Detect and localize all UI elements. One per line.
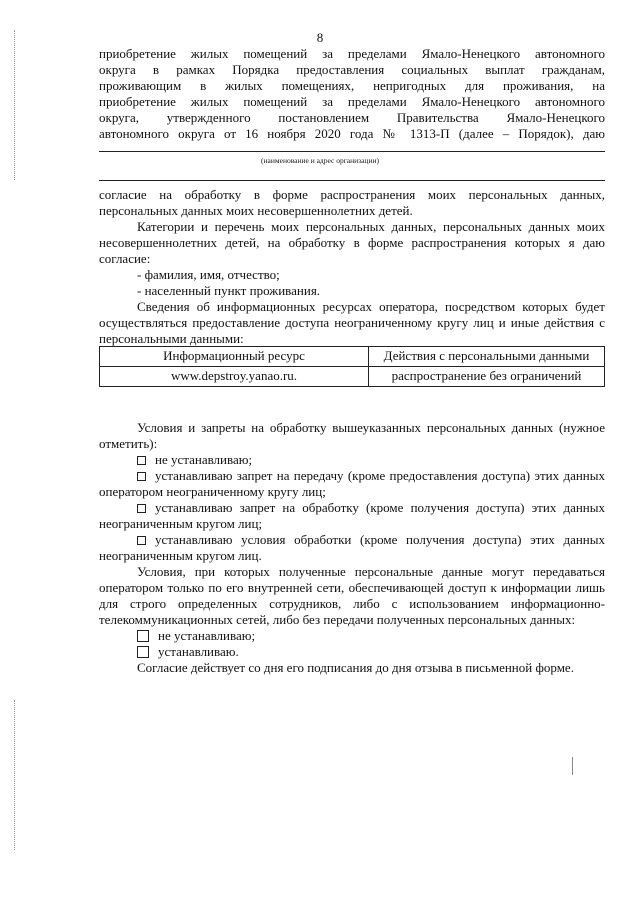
margin-mark — [572, 757, 573, 775]
table-header-row — [100, 347, 605, 367]
checkbox[interactable] — [137, 456, 146, 465]
categories-intro: Категории и перечень моих персональных данных, персональных данных моих несовершеннолетних детей, на обработку в форме распространения которых я даю согласие: — [99, 219, 605, 266]
network-option — [99, 628, 640, 644]
resources-intro: Сведения об информационных ресурсах оператора, посредством которых будет осуществляться предоставление доступа неограниченному кругу лиц и иные действия с персональными данными: — [99, 299, 605, 346]
intro-line: округа в рамках Порядка предоставления социальных выплат гражданам, — [99, 62, 605, 77]
consent-line: согласие на обработку в форме распространения моих персональных данных, — [99, 187, 605, 202]
intro-paragraph — [99, 46, 605, 142]
validity-paragraph: Согласие действует со дня его подписания до дня отзыва в письменной форме. — [137, 660, 574, 675]
checkbox[interactable] — [137, 646, 149, 658]
scan-edge-bottom — [14, 700, 16, 850]
intro-line: приобретение жилых помещений за пределами Ямало-Ненецкого автономного — [99, 46, 605, 61]
category-item: - населенный пункт проживания. — [137, 283, 321, 298]
page-number: 8 — [316, 30, 324, 45]
conditions-intro: Условия и запреты на обработку вышеуказанных персональных данных (нужное отметить): — [99, 420, 605, 451]
condition-option-label: устанавливаю запрет на передачу (кроме предоставления доступа) этих данных оператором неограниченному кругу лиц; — [99, 468, 605, 499]
category-item: - фамилия, имя, отчество; — [137, 267, 280, 282]
checkbox[interactable] — [137, 504, 146, 513]
organization-line — [99, 151, 605, 152]
intro-line: округа, утвержденного постановлением Правительства Ямало-Ненецкого — [99, 110, 605, 125]
consent-line: персональных данных моих несовершеннолетних детей. — [99, 203, 413, 218]
consent-paragraph — [99, 187, 605, 219]
organization-line-2 — [99, 180, 605, 181]
table-header: Информационный ресурс — [100, 347, 369, 367]
table-cell: www.depstroy.yanao.ru. — [100, 367, 369, 387]
intro-line: автономного округа от 16 ноября 2020 года № 1313-П (далее – Порядок), даю — [99, 126, 605, 141]
condition-option — [99, 468, 605, 500]
network-option-label: не устанавливаю; — [158, 628, 256, 643]
condition-option — [99, 452, 640, 468]
network-intro: Условия, при которых полученные персональные данные могут передаваться оператором только по его внутренней сети, обеспечивающей доступ к информации лишь для строго определенных сотрудников, либо с использованием информационно-телекоммуникационных сетей, либо без передачи полученных персональных данных: — [99, 564, 605, 627]
network-option-label: устанавливаю. — [158, 644, 239, 659]
condition-option-label: не устанавливаю; — [155, 452, 253, 467]
condition-option-label: устанавливаю запрет на обработку (кроме получения доступа) этих данных неограниченным кругом лиц; — [99, 500, 605, 531]
intro-line: проживающим в жилых помещениях, непригодных для проживания, на — [99, 78, 605, 93]
table-header: Действия с персональными данными — [369, 347, 605, 367]
checkbox[interactable] — [137, 630, 149, 642]
network-option — [99, 644, 640, 660]
condition-option — [99, 532, 605, 564]
intro-line: приобретение жилых помещений за пределами Ямало-Ненецкого автономного — [99, 94, 605, 109]
condition-option — [99, 500, 605, 532]
organization-caption: (наименование и адрес организации) — [261, 156, 379, 165]
table-cell: распространение без ограничений — [369, 367, 605, 387]
checkbox[interactable] — [137, 472, 146, 481]
condition-option-label: устанавливаю условия обработки (кроме получения доступа) этих данных неограниченным кругом лиц. — [99, 532, 605, 563]
checkbox[interactable] — [137, 536, 146, 545]
resources-table — [99, 346, 605, 387]
table-row — [100, 367, 605, 387]
